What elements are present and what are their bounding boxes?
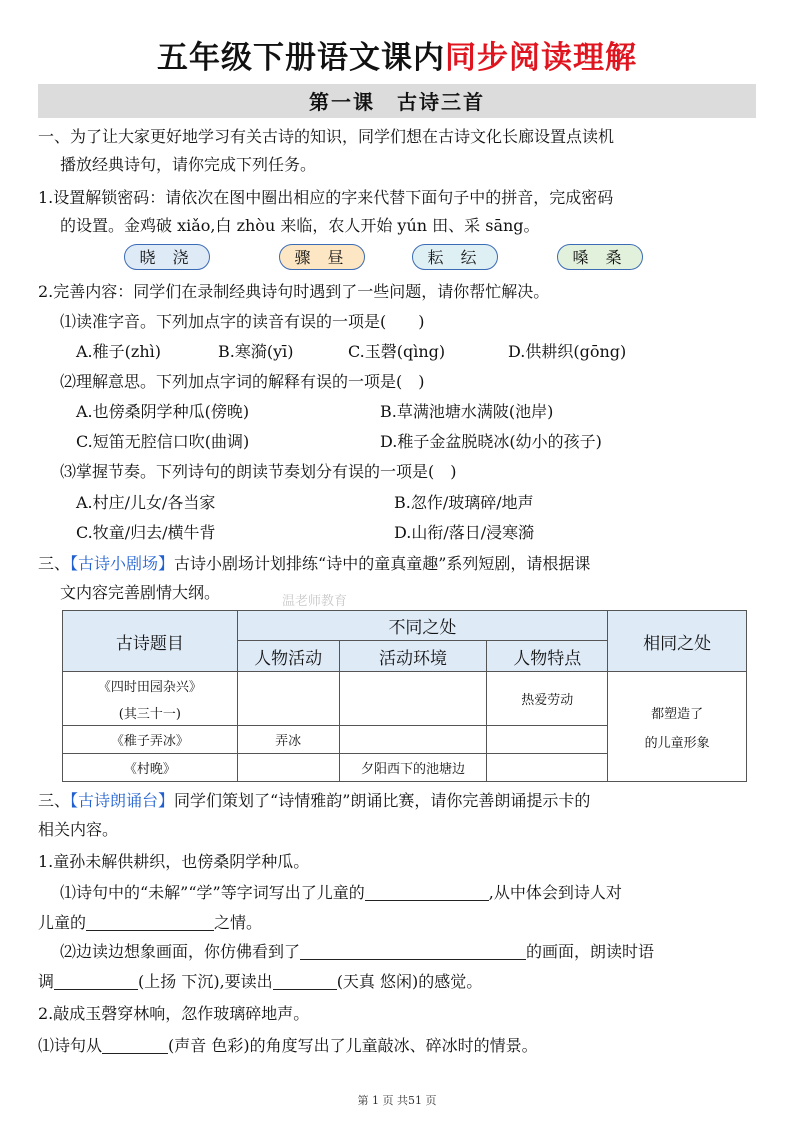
- header-environment: 活动环境: [339, 641, 487, 672]
- row-environment-cell: 夕阳西下的池塘边: [339, 754, 487, 782]
- header-trait: 人物特点: [487, 641, 608, 672]
- row-poem-title: 《村晚》: [63, 754, 238, 782]
- section1-line1: 一、为了让大家更好地学习有关古诗的知识，同学们想在古诗文化长廊设置点读机: [38, 127, 615, 146]
- section3b-tag: 【古诗朗诵台】: [70, 791, 175, 810]
- q2-sub2-option-d: D.稚子金盆脱晓冰(幼小的孩子): [380, 432, 602, 451]
- section3b-prefix: 三、: [38, 791, 71, 810]
- p2-s1-line: [38, 1035, 758, 1057]
- q2-sub1-option-c: C.玉磬(qìng): [348, 342, 446, 361]
- header-poem-title: 古诗题目: [63, 611, 238, 672]
- q2-intro: 2.完善内容：同学们在录制经典诗句时遇到了一些问题，请你帮忙解决。: [38, 282, 550, 301]
- row-trait-cell[interactable]: [487, 754, 608, 782]
- p1-s2-text-a: ⑵边读边想象画面，你仿佛看到了: [60, 942, 301, 961]
- p1-s2-text-b: 的画面，朗读时语: [526, 942, 655, 961]
- section3b-line1-rest: 同学们策划了“诗情雅韵”朗诵比赛，请你完善朗诵提示卡的: [174, 791, 591, 810]
- section3a-tag: 【古诗小剧场】: [70, 554, 175, 573]
- p1-s1-text-c: 儿童的: [38, 913, 87, 932]
- answer-blank[interactable]: [102, 1035, 168, 1054]
- p1-s2-line1: [60, 941, 780, 963]
- poem-title-line1: 《四时田园杂兴》: [97, 679, 202, 695]
- q2-sub1-option-a: A.稚子(zhì): [76, 342, 161, 361]
- q1-line2: 的设置。金鸡破 xiǎo,白 zhòu 来临，农人开始 yún 田、采 sāng。: [60, 216, 540, 235]
- p1-s1-text-b: ,从中体会到诗人对: [488, 883, 622, 902]
- character-pill-1: 晓 浇: [124, 244, 210, 270]
- row-environment-cell[interactable]: [339, 672, 487, 726]
- section3a-line2: 文内容完善剧情大纲。: [60, 583, 221, 602]
- answer-blank[interactable]: [54, 971, 138, 990]
- q2-sub3-stem: ⑶掌握节奏。下列诗句的朗读节奏划分有误的一项是( ): [60, 462, 457, 481]
- section3b-line1: [38, 790, 758, 812]
- row-activity-cell[interactable]: [237, 672, 339, 726]
- p1-s1-text-a: ⑴诗句中的“未解”“学”等字词写出了儿童的: [60, 883, 365, 902]
- q2-sub1-stem: ⑴读准字音。下列加点字的读音有误的一项是( ): [60, 312, 425, 331]
- table-row: [63, 672, 747, 726]
- row-poem-title: 《稚子弄冰》: [63, 726, 238, 754]
- watermark: 温老师教育: [282, 594, 348, 609]
- p1-s1-text-d: 之情。: [214, 913, 263, 932]
- similarities-line1: 都塑造了: [651, 706, 704, 722]
- page-title: [0, 36, 794, 80]
- q2-sub2-option-b: B.草满池塘水满陂(池岸): [380, 402, 554, 421]
- p2-s1-text-a: ⑴诗句从: [38, 1036, 103, 1055]
- p1-s1-line1: [60, 882, 780, 904]
- q2-sub2-option-c: C.短笛无腔信口吹(曲调): [76, 432, 250, 451]
- title-black: 五年级下册语文课内: [157, 40, 445, 76]
- character-pill-2: 骤 昼: [279, 244, 365, 270]
- similarities-cell: [608, 672, 747, 782]
- section3b-line2: 相关内容。: [38, 820, 119, 839]
- character-pill-4: 嗓 桑: [557, 244, 643, 270]
- header-differences: 不同之处: [237, 611, 607, 641]
- row-trait-cell[interactable]: [487, 726, 608, 754]
- p1-s2-text-d: (上扬 下沉),要读出: [138, 972, 273, 991]
- q2-sub3-option-c: C.牧童/归去/横牛背: [76, 523, 216, 542]
- p2-s1-text-b: (声音 色彩)的角度写出了儿童敲冰、碎冰时的情景。: [168, 1036, 538, 1055]
- poem-title-line2: (其三十一): [118, 706, 181, 722]
- row-trait-cell: 热爱劳动: [487, 672, 608, 726]
- drama-outline-table: [62, 610, 747, 782]
- q2-sub2-stem: ⑵理解意思。下列加点字词的解释有误的一项是( ): [60, 372, 425, 391]
- p1-s2-text-c: 调: [38, 972, 55, 991]
- q2-sub3-option-d: D.山衔/落日/浸寒漪: [394, 523, 535, 542]
- section1-line2: 播放经典诗句，请你完成下列任务。: [60, 155, 317, 174]
- answer-blank[interactable]: [300, 941, 526, 960]
- p1-s2-line2: [38, 971, 758, 993]
- section3a-line1-rest: 古诗小剧场计划排练“诗中的童真童趣”系列短剧，请根据课: [174, 554, 591, 573]
- row-poem-title: [63, 672, 238, 726]
- p1-s1-line2: [38, 912, 758, 934]
- page-footer: 第 1 页 共51 页: [357, 1094, 437, 1107]
- answer-blank[interactable]: [86, 912, 214, 931]
- answer-blank[interactable]: [273, 971, 337, 990]
- row-activity-cell[interactable]: [237, 754, 339, 782]
- similarities-line2: 的儿童形象: [644, 735, 710, 751]
- row-environment-cell[interactable]: [339, 726, 487, 754]
- row-activity-cell: 弄冰: [237, 726, 339, 754]
- q2-sub3-option-a: A.村庄/儿女/各当家: [76, 493, 216, 512]
- q2-sub2-option-a: A.也傍桑阴学种瓜(傍晚): [76, 402, 250, 421]
- character-pill-3: 耘 纭: [412, 244, 498, 270]
- q2-sub1-option-d: D.供耕织(gōng): [508, 342, 627, 361]
- lesson-heading: 第一课 古诗三首: [38, 84, 756, 118]
- q2-sub3-option-b: B.忽作/玻璃碎/地声: [394, 493, 534, 512]
- answer-blank[interactable]: [365, 882, 489, 901]
- section3a-prefix: 三、: [38, 554, 71, 573]
- p1-s2-text-e: (天真 悠闲)的感觉。: [336, 972, 483, 991]
- title-red: 同步阅读理解: [445, 40, 637, 76]
- p1-head: 1.童孙未解供耕织，也傍桑阴学种瓜。: [38, 852, 310, 871]
- header-similarities: 相同之处: [608, 611, 747, 672]
- q2-sub1-option-b: B.寒漪(yī): [218, 342, 294, 361]
- q1-line1: 1.设置解锁密码：请依次在图中圈出相应的字来代替下面句子中的拼音，完成密码: [38, 188, 614, 207]
- section3a-line1: [38, 553, 758, 575]
- header-activity: 人物活动: [237, 641, 339, 672]
- p2-head: 2.敲成玉磬穿林响，忽作玻璃碎地声。: [38, 1004, 310, 1023]
